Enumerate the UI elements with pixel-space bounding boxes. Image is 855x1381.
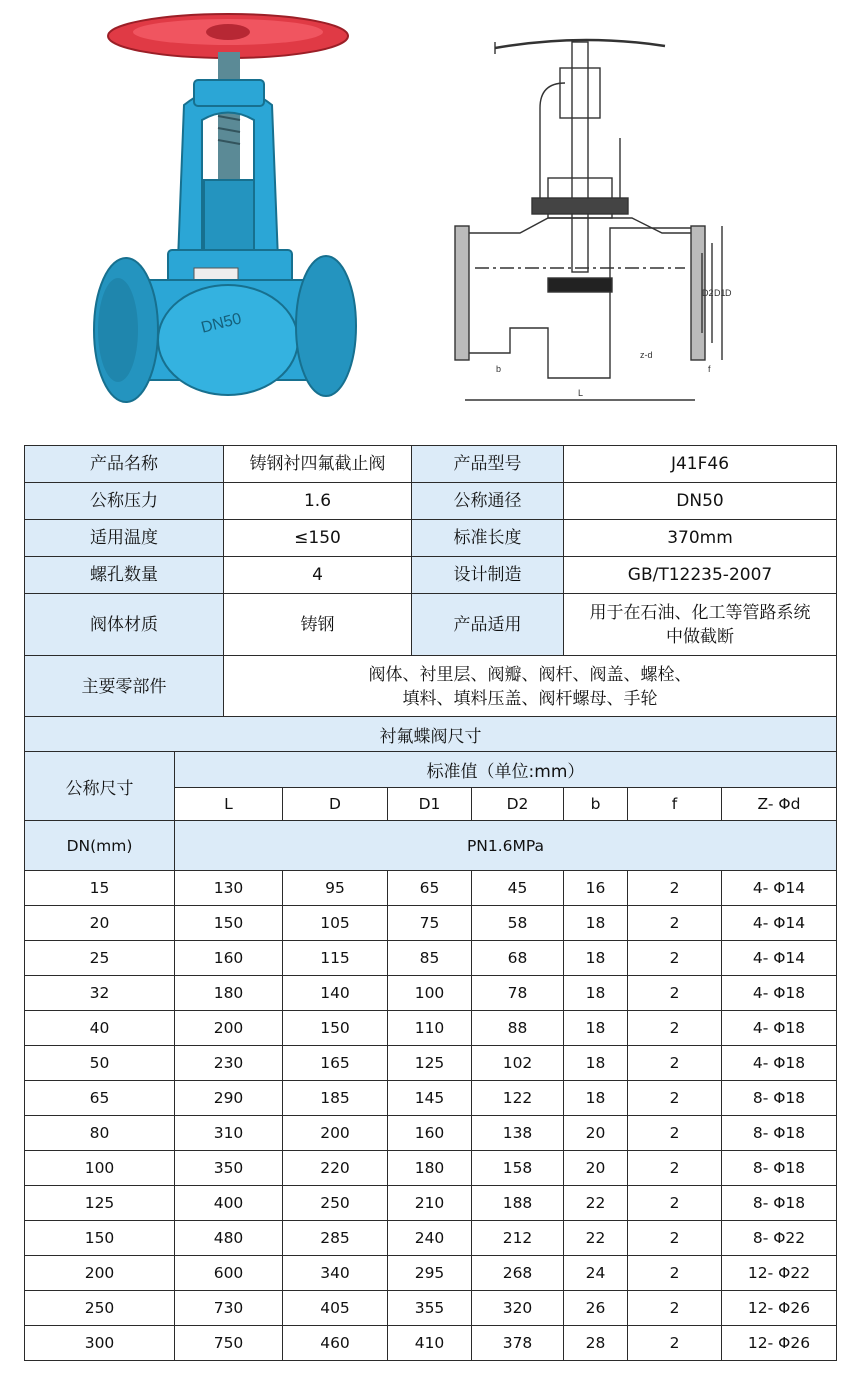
dim-cell: 2 — [628, 1186, 722, 1221]
svg-text:L: L — [578, 388, 584, 398]
svg-text:D1: D1 — [714, 288, 726, 298]
dim-cell: 210 — [388, 1186, 472, 1221]
column-header-3: D1 — [388, 788, 472, 821]
dim-cell: 18 — [564, 976, 628, 1011]
dim-cell: 410 — [388, 1326, 472, 1361]
dim-cell: 78 — [472, 976, 564, 1011]
table-row — [25, 1151, 837, 1186]
parts-value — [224, 656, 837, 718]
info-row — [25, 557, 837, 594]
info-value: 1.6 — [224, 483, 412, 520]
table-row — [25, 1046, 837, 1081]
column-header-5: b — [564, 788, 628, 821]
dim-cell: 2 — [628, 1011, 722, 1046]
info-label: 产品型号 — [412, 446, 564, 483]
svg-text:b: b — [496, 364, 502, 374]
dim-cell: 20 — [564, 1116, 628, 1151]
dim-cell: 18 — [564, 1081, 628, 1116]
dim-cell: 150 — [175, 906, 283, 941]
info-label: 适用温度 — [25, 520, 224, 557]
dim-cell: 200 — [175, 1011, 283, 1046]
dim-cell: 18 — [564, 906, 628, 941]
dim-cell: 16 — [564, 871, 628, 906]
svg-text:D: D — [725, 288, 732, 298]
dim-cell: 20 — [564, 1151, 628, 1186]
dim-cell: 355 — [388, 1291, 472, 1326]
svg-text:D2: D2 — [702, 288, 714, 298]
dim-cell: 26 — [564, 1291, 628, 1326]
table-row — [25, 1011, 837, 1046]
column-header-2: D — [283, 788, 388, 821]
info-label: 产品适用 — [412, 594, 564, 656]
info-label: 设计制造 — [412, 557, 564, 594]
dim-cell: 4- Φ18 — [722, 976, 837, 1011]
info-value — [564, 594, 837, 656]
dim-cell: 220 — [283, 1151, 388, 1186]
dn-cell: 65 — [25, 1081, 175, 1116]
table-row — [25, 1256, 837, 1291]
dim-cell: 180 — [175, 976, 283, 1011]
table-row — [25, 976, 837, 1011]
column-header-1: L — [175, 788, 283, 821]
dim-cell: 58 — [472, 906, 564, 941]
dim-cell: 122 — [472, 1081, 564, 1116]
dim-cell: 18 — [564, 941, 628, 976]
info-label: 产品名称 — [25, 446, 224, 483]
dim-cell: 130 — [175, 871, 283, 906]
column-header-7: Z- Φd — [722, 788, 837, 821]
dim-cell: 88 — [472, 1011, 564, 1046]
dim-cell: 750 — [175, 1326, 283, 1361]
dim-cell: 105 — [283, 906, 388, 941]
dim-cell: 320 — [472, 1291, 564, 1326]
standard-value-header: 标准值（单位:mm） — [175, 752, 837, 788]
dim-cell: 24 — [564, 1256, 628, 1291]
dim-cell: 4- Φ14 — [722, 941, 837, 976]
dn-cell: 80 — [25, 1116, 175, 1151]
dim-cell: 145 — [388, 1081, 472, 1116]
info-value: ≤150 — [224, 520, 412, 557]
dim-cell: 405 — [283, 1291, 388, 1326]
table-row — [25, 1186, 837, 1221]
parts-label: 主要零部件 — [25, 656, 224, 718]
dim-cell: 2 — [628, 1046, 722, 1081]
dim-cell: 310 — [175, 1116, 283, 1151]
info-value: DN50 — [564, 483, 837, 520]
dim-cell: 2 — [628, 976, 722, 1011]
dim-cell: 240 — [388, 1221, 472, 1256]
dim-cell: 4- Φ14 — [722, 906, 837, 941]
dim-cell: 12- Φ26 — [722, 1291, 837, 1326]
dim-cell: 160 — [388, 1116, 472, 1151]
dims-title-row — [25, 717, 837, 752]
dn-cell: 32 — [25, 976, 175, 1011]
dim-cell: 185 — [283, 1081, 388, 1116]
dim-cell: 2 — [628, 1221, 722, 1256]
dim-cell: 8- Φ18 — [722, 1186, 837, 1221]
info-value: J41F46 — [564, 446, 837, 483]
dn-cell: 300 — [25, 1326, 175, 1361]
dim-cell: 8- Φ18 — [722, 1151, 837, 1186]
valve-stem — [218, 52, 240, 192]
dim-cell: 4- Φ14 — [722, 871, 837, 906]
dim-cell: 200 — [283, 1116, 388, 1151]
dim-cell: 18 — [564, 1011, 628, 1046]
dims-pn-row — [25, 821, 837, 871]
dim-cell: 2 — [628, 906, 722, 941]
dn-cell: 25 — [25, 941, 175, 976]
info-row — [25, 520, 837, 557]
dim-cell: 730 — [175, 1291, 283, 1326]
dims-header-row — [25, 752, 837, 788]
svg-text:f: f — [708, 364, 711, 374]
dim-cell: 65 — [388, 871, 472, 906]
info-label: 标准长度 — [412, 520, 564, 557]
info-label: 螺孔数量 — [25, 557, 224, 594]
nominal-size-header: 公称尺寸 — [25, 752, 175, 821]
info-value-line: 用于在石油、化工等管路系统 — [589, 602, 811, 623]
info-row — [25, 446, 837, 483]
dn-cell: 250 — [25, 1291, 175, 1326]
dim-cell: 285 — [283, 1221, 388, 1256]
dn-cell: 20 — [25, 906, 175, 941]
dn-cell: 40 — [25, 1011, 175, 1046]
dim-cell: 250 — [283, 1186, 388, 1221]
dim-cell: 2 — [628, 1151, 722, 1186]
column-header-6: f — [628, 788, 722, 821]
table-row — [25, 1081, 837, 1116]
dim-cell: 295 — [388, 1256, 472, 1291]
info-value: GB/T12235-2007 — [564, 557, 837, 594]
info-value: 370mm — [564, 520, 837, 557]
dim-cell: 45 — [472, 871, 564, 906]
dim-cell: 12- Φ22 — [722, 1256, 837, 1291]
dim-cell: 2 — [628, 1081, 722, 1116]
parts-line: 填料、填料压盖、阀杆螺母、手轮 — [402, 688, 658, 709]
dim-cell: 160 — [175, 941, 283, 976]
table-row — [25, 1221, 837, 1256]
dim-cell: 138 — [472, 1116, 564, 1151]
dn-label: DN(mm) — [25, 821, 175, 871]
dimension-table — [24, 716, 837, 1361]
dim-cell: 180 — [388, 1151, 472, 1186]
dim-cell: 100 — [388, 976, 472, 1011]
dim-cell: 158 — [472, 1151, 564, 1186]
dim-cell: 340 — [283, 1256, 388, 1291]
dim-cell: 68 — [472, 941, 564, 976]
dims-title: 衬氟蝶阀尺寸 — [25, 717, 837, 752]
dim-cell: 85 — [388, 941, 472, 976]
dn-cell: 125 — [25, 1186, 175, 1221]
dim-cell: 480 — [175, 1221, 283, 1256]
dim-cell: 268 — [472, 1256, 564, 1291]
info-label: 公称通径 — [412, 483, 564, 520]
info-label: 阀体材质 — [25, 594, 224, 656]
dim-cell: 400 — [175, 1186, 283, 1221]
pn-label: PN1.6MPa — [175, 821, 837, 871]
info-value-line: 中做截断 — [666, 626, 734, 647]
dim-cell: 188 — [472, 1186, 564, 1221]
dims-body — [25, 717, 837, 1361]
dim-cell: 102 — [472, 1046, 564, 1081]
dim-cell: 115 — [283, 941, 388, 976]
dim-cell: 600 — [175, 1256, 283, 1291]
right-flange — [296, 256, 356, 396]
dim-cell: 8- Φ22 — [722, 1221, 837, 1256]
dim-cell: 125 — [388, 1046, 472, 1081]
info-value: 4 — [224, 557, 412, 594]
table-row — [25, 1116, 837, 1151]
parts-row — [25, 656, 837, 718]
table-row — [25, 941, 837, 976]
dim-cell: 12- Φ26 — [722, 1326, 837, 1361]
dn-cell: 150 — [25, 1221, 175, 1256]
svg-text:DN50: DN50 — [199, 310, 244, 337]
dim-cell: 18 — [564, 1046, 628, 1081]
dim-cell: 460 — [283, 1326, 388, 1361]
dim-cell: 350 — [175, 1151, 283, 1186]
dim-cell: 140 — [283, 976, 388, 1011]
dim-cell: 4- Φ18 — [722, 1011, 837, 1046]
table-row — [25, 906, 837, 941]
table-row — [25, 871, 837, 906]
dn-cell: 50 — [25, 1046, 175, 1081]
parts-line: 阀体、衬里层、阀瓣、阀杆、阀盖、螺栓、 — [368, 664, 692, 685]
dim-cell: 2 — [628, 1116, 722, 1151]
column-header-4: D2 — [472, 788, 564, 821]
dn-cell: 200 — [25, 1256, 175, 1291]
info-value: 铸钢衬四氟截止阀 — [224, 446, 412, 483]
info-row — [25, 594, 837, 656]
dim-cell: 378 — [472, 1326, 564, 1361]
dim-cell: 290 — [175, 1081, 283, 1116]
dim-cell: 95 — [283, 871, 388, 906]
svg-text:z-d: z-d — [640, 350, 653, 360]
dim-cell: 8- Φ18 — [722, 1116, 837, 1151]
dim-cell: 22 — [564, 1221, 628, 1256]
table-row — [25, 1291, 837, 1326]
dim-cell: 110 — [388, 1011, 472, 1046]
dim-cell: 212 — [472, 1221, 564, 1256]
info-body — [25, 446, 837, 718]
info-label: 公称压力 — [25, 483, 224, 520]
info-row — [25, 483, 837, 520]
dim-cell: 4- Φ18 — [722, 1046, 837, 1081]
valve-photo — [82, 10, 372, 405]
dim-cell: 2 — [628, 1256, 722, 1291]
dn-cell: 15 — [25, 871, 175, 906]
dim-cell: 150 — [283, 1011, 388, 1046]
dim-cell: 165 — [283, 1046, 388, 1081]
dim-cell: 8- Φ18 — [722, 1081, 837, 1116]
dn-cell: 100 — [25, 1151, 175, 1186]
table-row — [25, 1326, 837, 1361]
dim-cell: 2 — [628, 1291, 722, 1326]
dim-cell: 2 — [628, 871, 722, 906]
valve-section-drawing — [440, 28, 740, 413]
product-info-table — [24, 445, 837, 718]
info-value: 铸钢 — [224, 594, 412, 656]
dim-cell: 2 — [628, 941, 722, 976]
dim-cell: 75 — [388, 906, 472, 941]
dim-cell: 22 — [564, 1186, 628, 1221]
dim-cell: 2 — [628, 1326, 722, 1361]
dim-cell: 230 — [175, 1046, 283, 1081]
dim-cell: 28 — [564, 1326, 628, 1361]
